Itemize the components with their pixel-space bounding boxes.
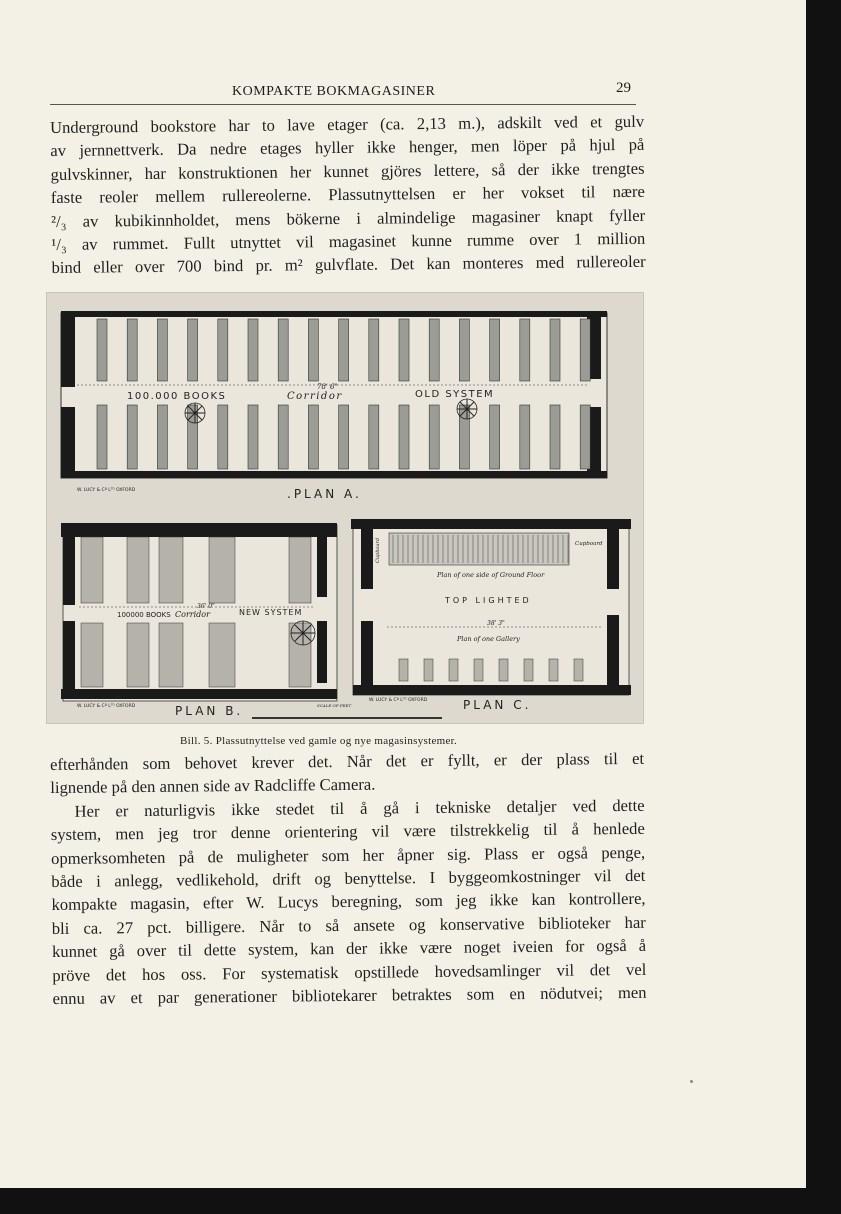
shelf-stack: [399, 405, 409, 469]
shelf-stack: [97, 319, 107, 381]
plan-c-drawing: [351, 519, 631, 712]
figure-caption: Bill. 5. Plassutnyttelse ved gamle og nye magasinsystemer.: [180, 735, 458, 747]
shelf-stack: [157, 319, 167, 381]
text-line: efterhånden som behovet krever det. Når det er fyllt, er der plass til et: [50, 748, 645, 774]
shelf-stack: [159, 623, 183, 687]
running-title: KOMPAKTE BOKMAGASINER: [232, 84, 436, 99]
plan-c-cupboard-right: Cupboard: [575, 541, 603, 547]
shelf-stack: [188, 319, 198, 381]
plan-b-credit: W. LUCY & Cº Lᵀᴰ OXFORD: [77, 704, 136, 709]
paragraph-bottom: [50, 749, 647, 1013]
shelf-stack: [248, 405, 258, 469]
shelf-stack: [127, 405, 137, 469]
plan-b-title: PLAN B.: [175, 704, 244, 718]
text-line: bli ca. 27 pct. billigere. Når to så ansete og konservative biblioteker har: [51, 912, 646, 938]
plan-c-ground-floor-label: Plan of one side of Ground Floor: [437, 571, 545, 579]
plan-c-title: PLAN C.: [463, 698, 532, 712]
shelf-stack: [459, 319, 469, 381]
text-line: lignende på den annen side av Radcliffe Camera.: [50, 774, 376, 798]
shelf-stack: [429, 319, 439, 381]
plan-a-books-label: 100.000 BOOKS: [127, 391, 227, 402]
shelf-stack: [550, 405, 560, 469]
shelf-stack: [308, 405, 318, 469]
revolving-stack-icon: [291, 621, 315, 645]
shelf-stack: [308, 319, 318, 381]
shelf-stack: [278, 405, 288, 469]
shelf-stack: [97, 405, 107, 469]
text-line: bind eller over 700 bind pr. m² gulvflate. Det kan monteres med rullereoler: [51, 252, 646, 278]
shelf-stack: [248, 319, 258, 381]
shelf-stack: [490, 405, 500, 469]
plan-b-dimension: 36' 0": [197, 603, 215, 610]
shelf-stack: [369, 405, 379, 469]
shelf-stack: [127, 319, 137, 381]
plan-c-top-lighted-label: TOP LIGHTED: [445, 596, 532, 605]
gallery-stack: [524, 659, 533, 681]
text-line: opmerksomheten på de muligheter som her åpner sig. Plass er også penge,: [50, 842, 646, 868]
text-line: gulvskinner, har konstruktionen her kunnet gjöres lettere, så der ikke trengtes: [50, 158, 645, 184]
plan-c-gallery-label: Plan of one Gallery: [457, 635, 520, 643]
shelf-stack: [218, 319, 228, 381]
shelf-stack: [429, 405, 439, 469]
text-line: system, men jeg tror denne orientering vil være tilstrekkelig til å henlede: [50, 818, 645, 845]
shelf-stack: [520, 405, 530, 469]
shelf-stack: [81, 623, 103, 687]
shelf-stack: [339, 319, 349, 381]
text-line: av jernnettverk. Da nedre etages hyller ikke henger, men löper på hjul på: [50, 135, 645, 161]
shelf-stack: [157, 405, 167, 469]
shelf-stack: [209, 537, 235, 603]
shelf-stack: [278, 319, 288, 381]
plan-a-system-label: OLD SYSTEM: [415, 389, 495, 400]
plan-b-system-label: NEW SYSTEM: [239, 608, 303, 617]
shelf-stack: [127, 623, 149, 687]
text-line: ¹/₃ av rummet. Fullt utnyttet vil magasinet kunne rumme over 1 million: [51, 228, 646, 254]
plan-c-dimension: 38' 3": [487, 620, 505, 627]
shelf-stack: [339, 405, 349, 469]
paragraph-top: [50, 112, 646, 282]
plans-drawing: [47, 293, 643, 723]
plan-b-books-label: 100000 BOOKS: [117, 611, 171, 619]
text-line: ennu av et par generationer bibliotekarer betraktes som en nödutvei; men: [52, 982, 647, 1008]
text-line: Underground bookstore har to lave etager (ca. 2,13 m.), adskilt ved et gulv: [50, 111, 645, 137]
plan-c-cupboard-left: Cupboard: [375, 537, 381, 563]
shelf-stack: [520, 319, 530, 381]
gallery-stack: [549, 659, 558, 681]
gallery-stack: [424, 659, 433, 681]
header-rule: [50, 104, 636, 105]
gallery-stack: [574, 659, 583, 681]
shelf-stack: [550, 319, 560, 381]
text-line: Her er naturligvis ikke stedet til å gå i tekniske detaljer ved dette: [74, 795, 645, 821]
shelf-stack: [289, 537, 311, 603]
paper-speck: [690, 1080, 693, 1083]
text-line: både i anlegg, vedlikehold, drift og benyttelse. I byggeomkostninger vil det: [51, 865, 646, 891]
text-line: ²/₃ av kubikinnholdet, mens bökerne i almindelige magasiner knapt fyller: [50, 205, 646, 231]
shelf-stack: [369, 319, 379, 381]
page-number: 29: [616, 80, 631, 96]
text-line: faste reoler mellem rullereolerne. Plassutnyttelsen er her vokset til nære: [50, 181, 645, 208]
shelf-stack: [399, 319, 409, 381]
shelf-stack: [127, 537, 149, 603]
text-line: kunnet gå over til dette system, kan der ikke være noget iveien for også å: [51, 935, 647, 962]
shelf-stack: [580, 319, 590, 381]
shelf-stack: [81, 537, 103, 603]
plan-b-corridor-label: Corridor: [175, 610, 210, 619]
plan-a-title: .PLAN A.: [287, 487, 362, 501]
shelf-stack: [159, 537, 183, 603]
shelf-stack: [490, 319, 500, 381]
plan-a-drawing: [61, 311, 607, 501]
plan-a-credit: W. LUCY & Cº Lᵀᴰ OXFORD: [77, 488, 136, 493]
shelf-stack: [580, 405, 590, 469]
gallery-stack: [449, 659, 458, 681]
plan-a-corridor-label: Corridor: [287, 391, 343, 402]
gallery-stack: [474, 659, 483, 681]
plan-a-dimension: 78' 6": [317, 383, 338, 391]
gallery-stack: [499, 659, 508, 681]
plan-c-credit: W. LUCY & Cº Lᵀᴰ OXFORD: [369, 698, 428, 703]
shelf-stack: [209, 623, 235, 687]
text-line: kompakte magasin, efter W. Lucys beregning, som jeg ikke kan kontrollere,: [51, 889, 646, 915]
text-line: pröve det hos oss. For systematisk opstillede hovedsamlinger vil det vel: [52, 959, 647, 985]
gallery-stack: [399, 659, 408, 681]
shelf-stack: [218, 405, 228, 469]
plan-b-scale-label: SCALE OF FEET: [317, 703, 352, 708]
library-plans-figure: [46, 292, 644, 724]
